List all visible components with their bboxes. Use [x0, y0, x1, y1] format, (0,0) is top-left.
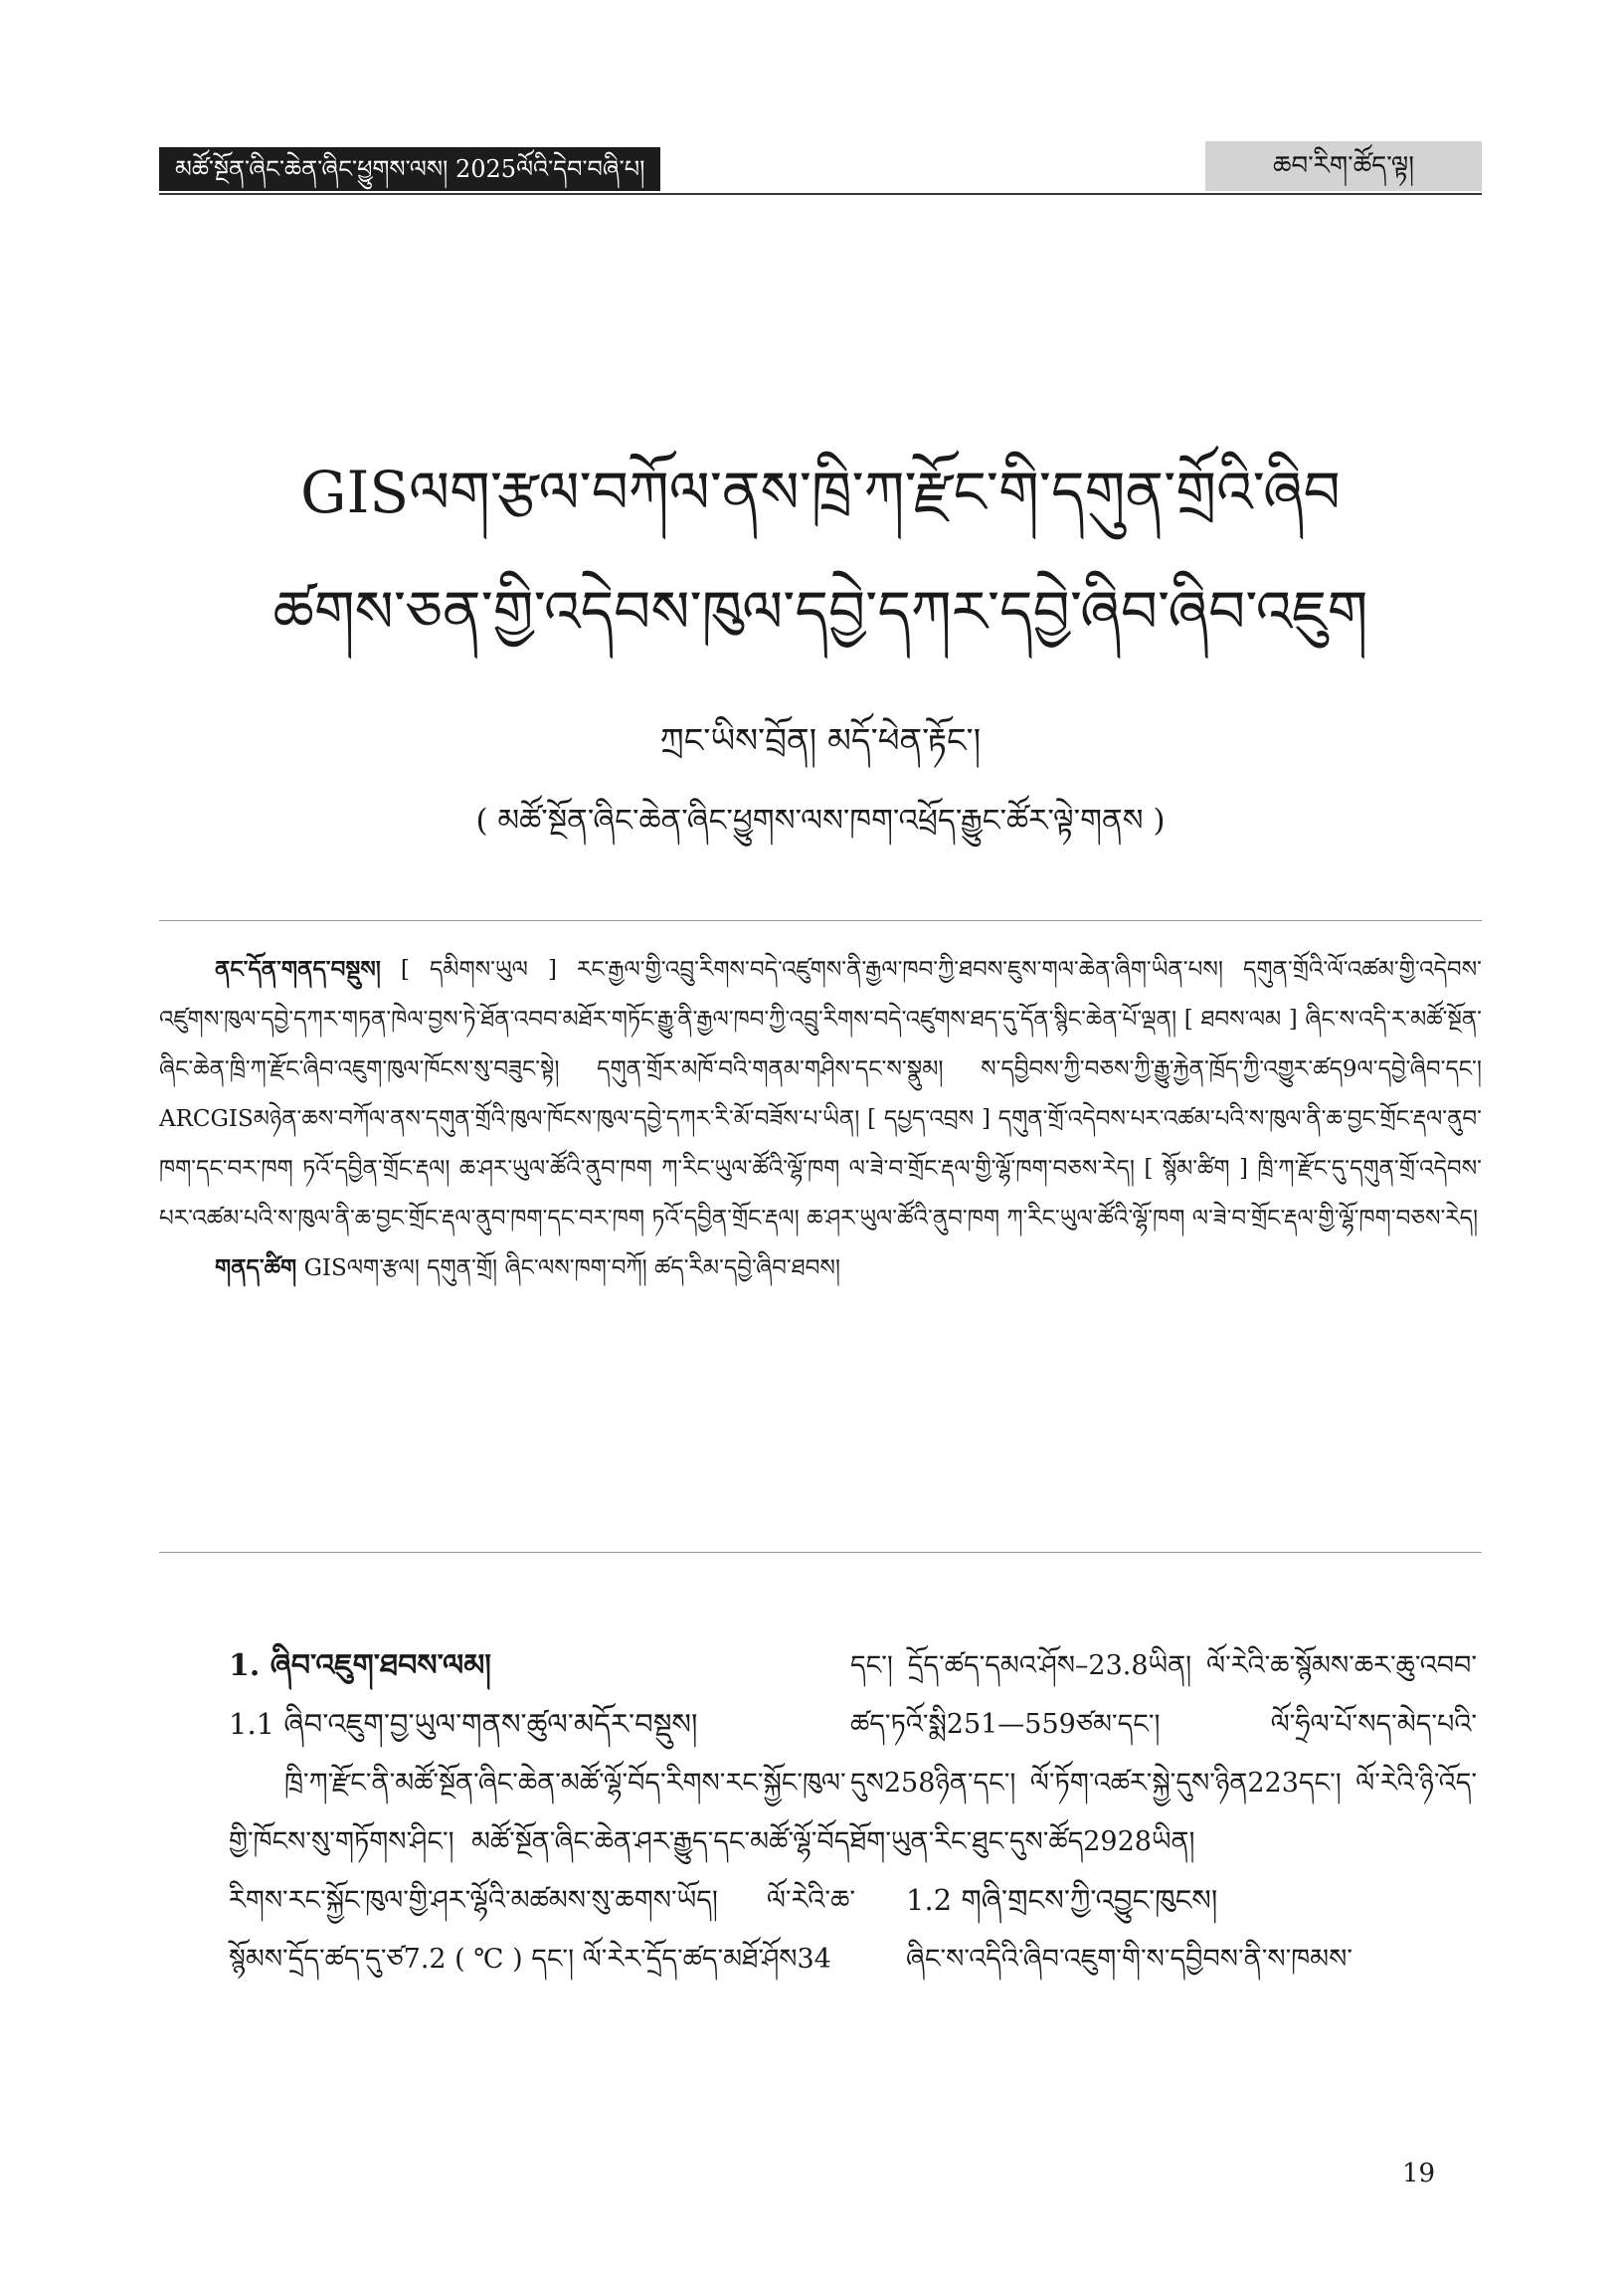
body-right-column: [850, 1636, 1477, 1989]
section-header: ཆབ་རིག་ཚོད་ལྟ།: [1205, 141, 1482, 191]
abstract-top-rule: [159, 920, 1482, 921]
header-rule: [159, 193, 1482, 195]
keywords-label: གནད་ཚིག: [215, 1254, 297, 1281]
abstract-text: [ དམིགས་ཡུལ ] རང་རྒྱལ་གྱི་འབྲུ་རིགས་བདེ་འཛུགས་ནི་རྒྱལ་ཁབ་ཀྱི་ཐབས་ཇུས་གལ་ཆེན་ཞིག་ཡིན་པས། དགུན་གྲོའི་ལོ་འཚམ་གྱི་འདེབས་འཛུགས་ཁུལ་དབྱེ་དཀར་གཏན་ཁེལ་བྱས་ཏེ་ཐོན་འབབ་མཐོར་གཏོང་རྒྱུ་ནི་རྒྱལ་ཁབ་ཀྱི་འབྲུ་རིགས་བདེ་འཛུགས་ཐད་དུ་དོན་སྙིང་ཆེན་པོ་ལྡན། [ ཐབས་ལམ ] ཞིང་ས་འདི་ར་མཚོ་སྔོན་ཞིང་ཆེན་ཁྲི་ཀ་རྫོང་ཞིབ་འཇུག་ཁུལ་ཁོངས་སུ་བཟུང་སྟེ། དགུན་གྲོར་མཁོ་བའི་གནམ་གཤིས་དང་ས་སྣུམ། ས་དབྱིབས་ཀྱི་བཅས་ཀྱི་རྒྱུ་རྐྱེན་ཁྲོད་ཀྱི་འགྱུར་ཚད9ལ་དབྱེ་ཞིབ་དང་། ARCGISམཉེན་ཆས་བཀོལ་ནས་དགུན་གྲོའི་ཁུལ་ཁོངས་ཁུལ་དབྱེ་དཀར་རི་མོ་བཟོས་པ་ཡིན། [ དཔྱད་འབྲས ] དགུན་གྲོ་འདེབས་པར་འཚམ་པའི་ས་ཁུལ་ནི་ཆ་བྱང་གྲོང་རྡལ་ནུབ་ཁག་དང་བར་ཁག ཏའོ་དབྱིན་གྲོང་རྡལ། ཆ་ཤར་ཡུལ་ཚོའི་ནུབ་ཁག ཀ་རིང་ཡུལ་ཚོའི་ལྷོ་ཁག ལ་ཟེ་བ་གྲོང་རྡལ་གྱི་ལྷོ་ཁག་བཅས་རེད། [ སྙོམ་ཚིག ] ཁྲི་ཀ་རྫོང་དུ་དགུན་གྲོ་འདེབས་པར་འཚམ་པའི་ས་ཁུལ་ནི་ཆ་བྱང་གྲོང་རྡལ་ནུབ་ཁག་དང་བར་ཁག ཏའོ་དབྱིན་གྲོང་རྡལ། ཆ་ཤར་ཡུལ་ཚོའི་ནུབ་ཁག ཀ་རིང་ཡུལ་ཚོའི་ལྷོ་ཁག ལ་ཟེ་བ་གྲོང་རྡལ་གྱི་ལྷོ་ཁག་བཅས་རེད།: [159, 957, 1482, 1232]
section-heading: 1. ཞིབ་འཇུག་ཐབས་ལམ།: [229, 1648, 491, 1683]
abstract-block: [159, 945, 1482, 1293]
title-line-2: ཚགས་ཅན་གྱི་འདེབས་ཁུལ་དབྱེ་དཀར་དབྱེ་ཞིབ་ཞིབ་འཇུག: [272, 578, 1368, 646]
body-paragraph-2: ཞིང་ས་འདིའི་ཞིབ་འཇུག་གི་ས་དབྱིབས་ནི་ས་ཁམས་: [906, 1944, 1353, 1975]
abstract-label: ནང་དོན་གནད་བསྡུས།: [215, 956, 381, 983]
abstract-paragraph: [159, 945, 1482, 1243]
subsection-heading: 1.1 ཞིབ་འཇུག་བྱ་ཡུལ་གནས་ཚུལ་མདོར་བསྡུས།: [229, 1707, 698, 1741]
journal-header: མཚོ་སྔོན་ཞིང་ཆེན་ཞིང་ཕྱུགས་ལས། 2025ལོའི་དེབ་བཞི་པ།: [159, 147, 660, 191]
keywords-text: GISལག་རྩལ། དགུན་གྲོ། ཞིང་ལས་ཁག་བཀོ། ཚད་རིམ་དབྱེ་ཞིབ་ཐབས།: [303, 1255, 841, 1281]
body-paragraph-continued: དང་། དྲོད་ཚད་དམའ་ཤོས–23.8ཡིན། ལོ་རེའི་ཆ་སྙོམས་ཆར་ཆུ་འབབ་ཚད་ཏའོ་སྨི251—559ཙམ་དང་། ལོ་ཧྲིལ་པོ་སད་མེད་པའི་དུས258ཉིན་དང་། ལོ་ཏོག་འཚར་སྐྱེ་དུས་ཉིན223དང་། ལོ་རེའི་ཉི་འོད་ཐོག་ཡུན་རིང་ཐུང་དུས་ཚོད2928ཡིན།: [850, 1650, 1477, 1857]
body-left-column: [229, 1636, 855, 1989]
title-line-1: GISལག་རྩལ་བཀོལ་ནས་ཁྲི་ཀ་རྫོང་གི་དགུན་གྲོའི་ཞིབ: [300, 459, 1341, 526]
affiliation: ( མཚོ་སྔོན་ཞིང་ཆེན་ཞིང་ཕྱུགས་ལས་ཁག་འཕྲོད་རྒྱུང་ཚོར་ལྟེ་གནས ): [475, 803, 1166, 839]
keywords-paragraph: [159, 1243, 1482, 1293]
body-paragraph: ཁྲི་ཀ་རྫོང་ནི་མཚོ་སྔོན་ཞིང་ཆེན་མཚོ་ལྷོ་བོད་རིགས་རང་སྐྱོང་ཁུལ་གྱི་ཁོངས་སུ་གཏོགས་ཤིང་། མཚོ་སྔོན་ཞིང་ཆེན་ཤར་རྒྱུད་དང་མཚོ་ལྷོ་བོད་རིགས་རང་སྐྱོང་ཁུལ་གྱི་ཤར་ལྷོའི་མཚམས་སུ་ཆགས་ཡོད། ལོ་རེའི་ཆ་སྙོམས་དྲོད་ཚད་དུ་ཙ7.2 ( ℃ ) དང་། ལོ་རེར་དྲོད་ཚད་མཐོ་ཤོས34: [229, 1768, 855, 1975]
authors: ཀྲང་ཡིས་བྲོན། མདོ་ཕེན་རྟོང་།: [659, 721, 982, 761]
abstract-bottom-rule: [159, 1552, 1482, 1553]
page-number: 19: [1402, 2159, 1436, 2188]
subsection-heading-2: 1.2 གཞི་གྲངས་ཀྱི་འབྱུང་ཁུངས།: [906, 1883, 1218, 1917]
